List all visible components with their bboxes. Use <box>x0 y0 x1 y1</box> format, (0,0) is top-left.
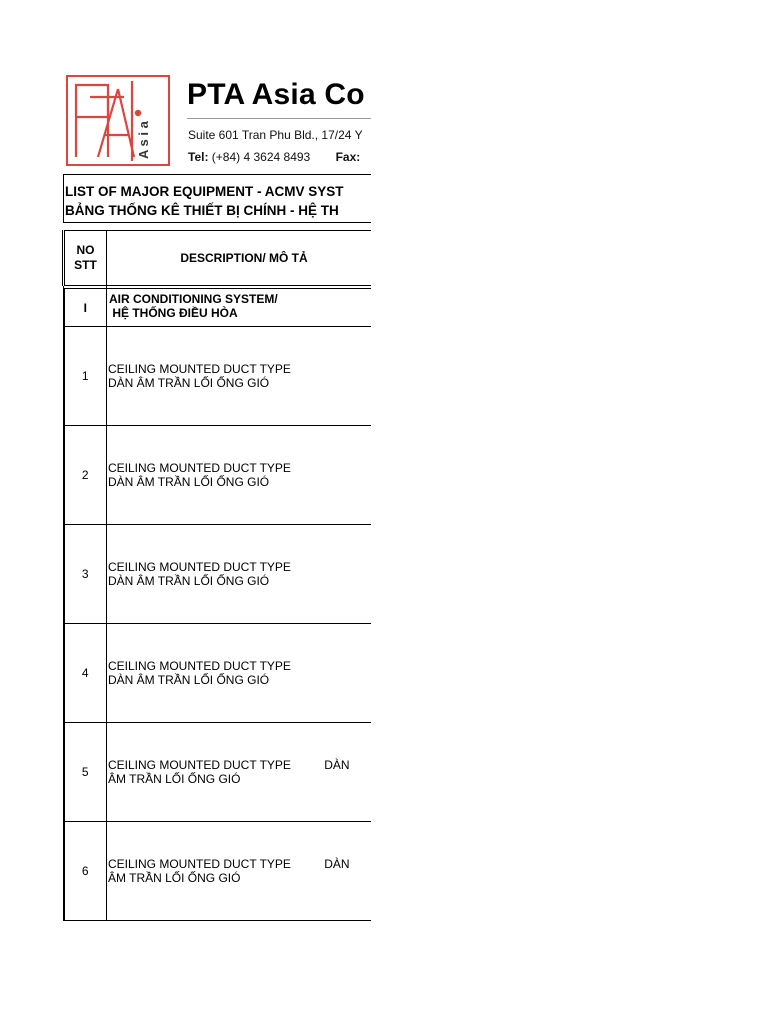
row-no: 5 <box>64 723 107 822</box>
header-no: NO STT <box>64 231 107 286</box>
company-address: Suite 601 Tran Phu Bld., 17/24 Y <box>188 128 363 142</box>
equipment-table <box>62 230 371 921</box>
table-row <box>64 327 372 426</box>
row-no: 6 <box>64 822 107 921</box>
header-description: DESCRIPTION/ MÔ TẢ <box>107 231 372 286</box>
table-row <box>64 624 372 723</box>
fax-label: Fax: <box>335 150 361 164</box>
row-description: CEILING MOUNTED DUCT TYPE DÀN ÂM TRẦN LỐI ỐNG GIÓ <box>107 525 372 624</box>
row-no: 3 <box>64 525 107 624</box>
title-vietnamese: BẢNG THỐNG KÊ THIẾT BỊ CHÍNH - HỆ TH <box>65 203 339 218</box>
table-row <box>64 822 372 921</box>
tel-value: (+84) 4 3624 8493 <box>211 150 311 164</box>
table-row <box>64 426 372 525</box>
row-no: 4 <box>64 624 107 723</box>
row-no: 2 <box>64 426 107 525</box>
row-description: CEILING MOUNTED DUCT TYPE DÀN ÂM TRẦN LỐI ỐNG GIÓ <box>107 624 372 723</box>
row-no: 1 <box>64 327 107 426</box>
section-row <box>64 289 372 327</box>
tel-label: Tel: <box>188 150 209 164</box>
header-divider <box>187 118 371 119</box>
company-logo <box>66 75 170 166</box>
company-name: PTA Asia Co <box>187 78 365 111</box>
title-english: LIST OF MAJOR EQUIPMENT - ACMV SYST <box>65 184 344 199</box>
pta-logo-icon <box>68 77 168 164</box>
document-title <box>63 174 371 223</box>
row-description: CEILING MOUNTED DUCT TYPE DÀN ÂM TRẦN LỐI ỐNG GIÓ <box>107 723 372 822</box>
logo-side-text: A s i a <box>136 121 151 159</box>
table-row <box>64 525 372 624</box>
table-row <box>64 723 372 822</box>
section-no: I <box>64 289 107 327</box>
company-contact <box>188 150 360 164</box>
row-description: CEILING MOUNTED DUCT TYPE DÀN ÂM TRẦN LỐI ỐNG GIÓ <box>107 822 372 921</box>
table-header-row <box>64 231 372 286</box>
row-description: CEILING MOUNTED DUCT TYPE DÀN ÂM TRẦN LỐI ỐNG GIÓ <box>107 426 372 525</box>
document-page <box>0 0 371 1024</box>
section-description: AIR CONDITIONING SYSTEM/ HỆ THỐNG ĐIỀU HÒA <box>107 289 372 327</box>
row-description: CEILING MOUNTED DUCT TYPE DÀN ÂM TRẦN LỐI ỐNG GIÓ <box>107 327 372 426</box>
